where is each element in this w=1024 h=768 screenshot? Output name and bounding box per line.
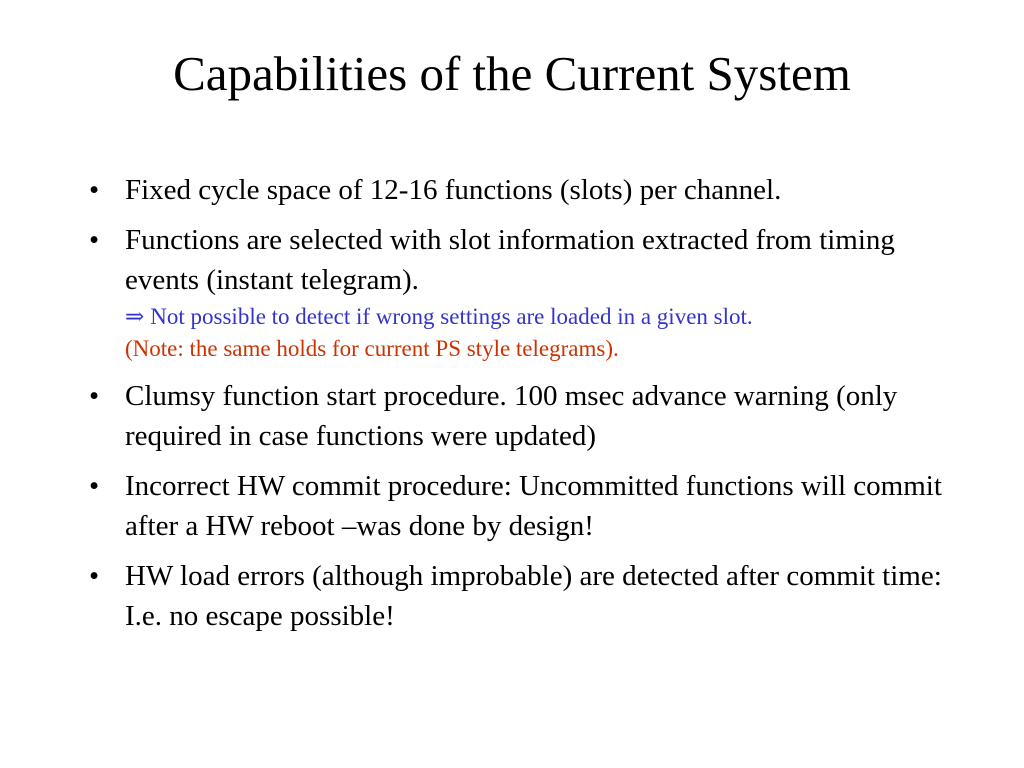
bullet-item [85,220,955,366]
bullet-marker: • [89,470,100,502]
bullet-text: HW load errors (although improbable) are detected after commit time: I.e. no escape possible! [125,560,942,632]
bullet-marker: • [89,224,100,256]
bullet-list [85,170,955,646]
bullet-marker: • [89,380,100,412]
bullet-item [85,466,955,546]
bullet-item [85,376,955,456]
implication-line [125,300,955,334]
bullet-marker: • [89,174,100,206]
bullet-text: Fixed cycle space of 12-16 functions (slots) per channel. [125,174,782,206]
note-line: (Note: the same holds for current PS style telegrams). [125,336,619,361]
bullet-text: Clumsy function start procedure. 100 msec advance warning (only required in case functions were updated) [125,380,898,452]
bullet-item [85,170,955,210]
implication-text: Not possible to detect if wrong settings are loaded in a given slot. [150,304,753,329]
bullet-item [85,556,955,636]
slide-title: Capabilities of the Current System [173,46,851,101]
implies-arrow-icon: ⇒ [125,304,145,329]
bullet-text: Incorrect HW commit procedure: Uncommitted functions will commit after a HW reboot –was done by design! [125,470,942,542]
bullet-text: Functions are selected with slot information extracted from timing events (instant telegram). [125,224,895,296]
bullet-marker: • [89,560,100,592]
